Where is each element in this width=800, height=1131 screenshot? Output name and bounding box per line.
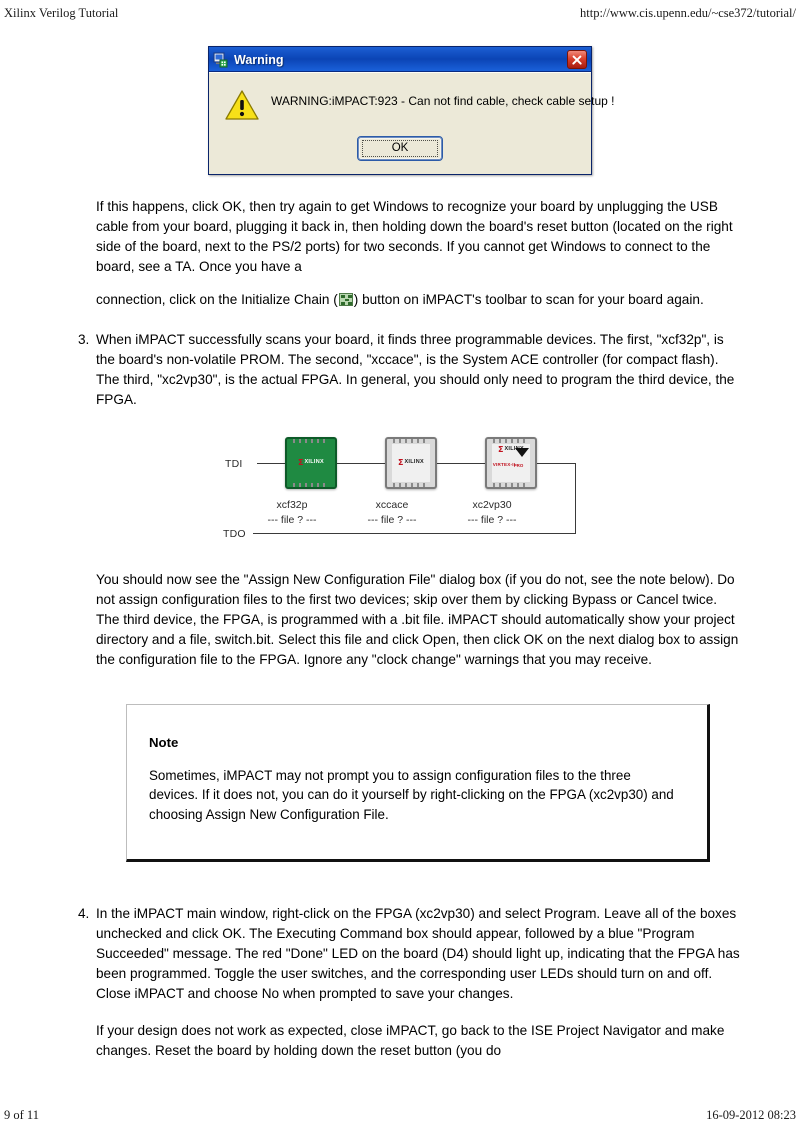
device-chip-xccace — [385, 437, 437, 489]
page-header-url: http://www.cis.upenn.edu/~cse372/tutorial/ — [580, 6, 796, 20]
note-box — [126, 704, 710, 862]
device-file-xc2vp30: --- file ? --- — [467, 514, 517, 527]
paragraph-assign-configuration-text: You should now see the "Assign New Configuration File" dialog box (if you do not, see the note below). Do not assign configuration files to the first two devices; skip over them by clicking Bypass or Cancel twice. The third device, the FPGA, is programmed with a .bit file. iMPACT should automatically show your project directory and a file, switch.bit. Select this file and click Open, then click OK on the next dialog box to assign the configuration file to the FPGA. Ignore any "clock change" warnings that you may receive. — [96, 571, 739, 667]
virtex-ii-pro-logo-icon — [493, 457, 529, 469]
xilinx-sigma-icon: Σ — [498, 444, 504, 454]
jtag-chain-diagram — [215, 432, 585, 544]
note-text: Sometimes, iMPACT may not prompt you to assign configuration files to the three devices. If it does not, you can do it yourself by right-clicking on the FPGA (xc2vp30) and choosing Assign New Configuration File. — [149, 767, 674, 823]
xilinx-sigma-icon: Σ — [398, 457, 404, 467]
device-name-xc2vp30: xc2vp30 — [472, 498, 512, 511]
warning-dialog — [208, 46, 615, 175]
note-title: Note — [149, 734, 179, 750]
dialog-title: Warning — [234, 52, 284, 67]
device-caption-xc2vp30 — [447, 498, 537, 530]
device-caption-xccace — [347, 498, 437, 530]
device-caption-xcf32p — [247, 498, 337, 530]
initialize-chain-icon — [339, 293, 353, 306]
page-header — [0, 6, 800, 21]
chip-face — [392, 444, 430, 482]
paragraph-assign-configuration — [96, 570, 742, 670]
device-file-xcf32p: --- file ? --- — [267, 514, 317, 527]
impact-app-icon — [213, 52, 229, 68]
close-icon[interactable] — [567, 50, 587, 69]
list-item-4 — [78, 904, 742, 1004]
xilinx-wordmark: XILINX — [304, 458, 324, 465]
virtex-wordmark: VIRTEX-II — [492, 461, 516, 467]
paragraph-troubleshoot-text: If your design does not work as expected, close iMPACT, go back to the ISE Project Navigator and make changes. Reset the board by holding down the reset button (you do — [96, 1022, 725, 1058]
focus-ring — [362, 140, 438, 157]
tdo-label: TDO — [223, 527, 246, 540]
chip-face — [492, 444, 530, 482]
device-name-xcf32p: xcf32p — [276, 498, 308, 511]
paragraph-troubleshoot — [96, 1021, 742, 1061]
paragraph-reconnect-instructions — [96, 197, 742, 277]
wire-right-vertical — [575, 463, 576, 534]
xilinx-logo-icon — [398, 459, 424, 467]
device-file-xccace: --- file ? --- — [367, 514, 417, 527]
xilinx-wordmark: XILINX — [404, 458, 424, 465]
warning-dialog-figure — [0, 46, 800, 175]
paragraph-reconnect-text: If this happens, click OK, then try again to get Windows to recognize your board by unplugging the USB cable from your board, plugging it back in, then holding down the board's reset button (located on the right side of the board, next to the PS/2 ports) for two seconds. If you cannot get Windows to connect to the board, see a TA. Once you have a — [96, 199, 733, 274]
ok-button-label: OK — [391, 142, 409, 154]
dialog-titlebar — [209, 47, 591, 72]
tdi-label: TDI — [225, 457, 243, 470]
paragraph-initialize-chain-lead: connection, click on the Initialize Chain ( — [96, 291, 338, 307]
virtex-pro-label: PRO — [513, 462, 524, 468]
list-item-4-text: In the iMPACT main window, right-click on the FPGA (xc2vp30) and select Program. Leave all of the boxes unchecked and click OK. The Executing Command box should appear, followed by a blue "Program Succeeded" message. The red "Done" LED on the board (D4) should light up, indicating that the FPGA has been programmed. Toggle the user switches, and the corresponding user LEDs should turn on and off. Close iMPACT and choose No when prompted to save your changes. — [96, 906, 740, 1001]
dialog-button-row — [209, 127, 591, 174]
device-name-xccace: xccace — [375, 498, 409, 511]
xilinx-sigma-icon: Σ — [298, 457, 304, 467]
device-chip-xcf32p — [285, 437, 337, 489]
list-item-4-number: 4. — [78, 906, 90, 922]
warning-triangle-icon — [225, 89, 259, 121]
wire-chip1-chip2 — [337, 463, 385, 464]
device-chip-xc2vp30 — [485, 437, 537, 489]
wire-chip3-out — [537, 463, 575, 464]
virtex-triangle-icon — [515, 448, 529, 469]
dialog-message: WARNING:iMPACT:923 - Can not find cable, check cable setup ! — [271, 94, 615, 108]
page-number: 9 of 11 — [4, 1108, 39, 1122]
jtag-chain-figure — [0, 432, 800, 544]
page-timestamp: 16-09-2012 08:23 — [706, 1108, 796, 1122]
paragraph-initialize-chain — [96, 290, 742, 310]
document-content — [0, 36, 800, 1061]
page-header-title: Xilinx Verilog Tutorial — [4, 6, 119, 20]
wire-tdo-return — [253, 533, 575, 534]
xilinx-wordmark: XILINX — [504, 445, 524, 452]
note-callout — [126, 704, 710, 862]
wire-tdi-in — [257, 463, 285, 464]
paragraph-initialize-chain-tail: ) button on iMPACT's toolbar to scan for your board again. — [353, 291, 704, 307]
wire-chip2-chip3 — [437, 463, 485, 464]
page-footer — [0, 1108, 800, 1123]
dialog-body — [209, 72, 615, 127]
ok-button[interactable] — [358, 137, 442, 160]
xilinx-logo-icon — [298, 459, 324, 467]
list-item-3-text: When iMPACT successfully scans your board, it finds three programmable devices. The first, "xcf32p", is the board's non-volatile PROM. The second, "xccace", is the System ACE controller (for compact flash). The third, "xc2vp30", is the actual FPGA. In general, you should only need to program the third device, the FPGA. — [96, 331, 735, 407]
list-item-3-number: 3. — [78, 331, 90, 347]
chip-face — [292, 444, 330, 482]
list-item-3 — [78, 330, 742, 410]
